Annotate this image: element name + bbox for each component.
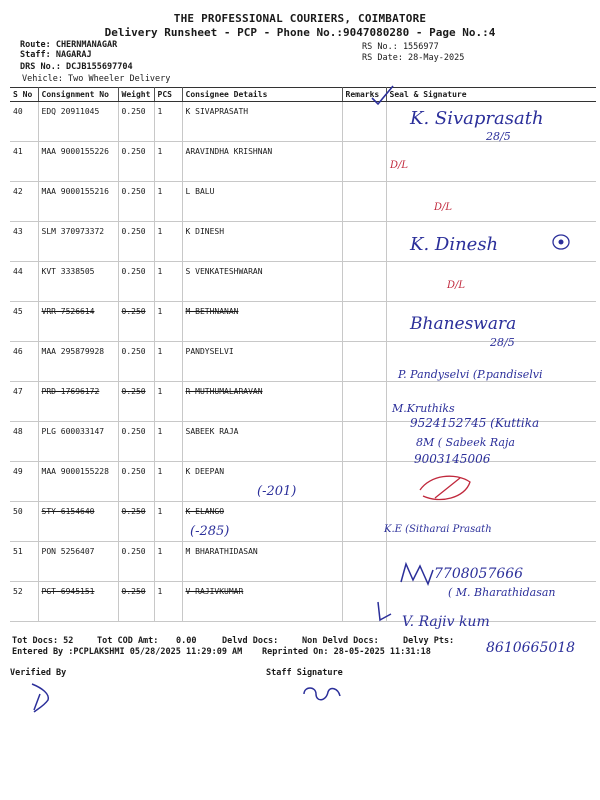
- consignee-name: K DEEPAN: [182, 462, 342, 502]
- remarks-cell: [342, 182, 386, 222]
- pieces: 1: [154, 502, 182, 542]
- column-header: Consignment No: [38, 88, 118, 102]
- serial-number: 40: [10, 102, 38, 142]
- total-cod-label: Tot COD Amt:: [97, 636, 159, 646]
- serial-number: 47: [10, 382, 38, 422]
- consignee-name: K SIVAPRASATH: [182, 102, 342, 142]
- handwritten-phone: 7708057666: [434, 566, 524, 582]
- serial-number: 46: [10, 342, 38, 382]
- remarks-cell: [342, 462, 386, 502]
- consignee-name: PANDYSELVI: [182, 342, 342, 382]
- weight: 0.250: [118, 342, 154, 382]
- verifier-signature-icon: [28, 680, 58, 714]
- handwritten-name: M.Kruthiks: [392, 402, 455, 415]
- delivered-docs: Delvd Docs:: [222, 636, 279, 646]
- consignment-number: MAA 9000155216: [38, 182, 118, 222]
- handwritten-note: (-285): [190, 524, 230, 539]
- handwritten-signature: Bhaneswara: [410, 314, 517, 334]
- weight: 0.250: [118, 102, 154, 142]
- consignee-name: M BETHNANAN: [182, 302, 342, 342]
- handwritten-signature: P. Pandyselvi (P.pandiselvi: [398, 368, 543, 381]
- serial-number: 52: [10, 582, 38, 622]
- table-row: [10, 142, 596, 182]
- pieces: 1: [154, 182, 182, 222]
- handwritten-note: (-201): [257, 484, 297, 499]
- column-header: Weight: [118, 88, 154, 102]
- pieces: 1: [154, 102, 182, 142]
- handwritten-signature: K. Dinesh: [410, 234, 499, 255]
- weight: 0.250: [118, 422, 154, 462]
- handwritten-date: 28/5: [490, 336, 515, 349]
- consignment-number: EDQ 20911045: [38, 102, 118, 142]
- consignment-number: MAA 295879928: [38, 342, 118, 382]
- pieces: 1: [154, 262, 182, 302]
- handwritten-signature: K.E (Sitharai Prasath: [384, 524, 492, 535]
- consignment-number: STY 6154640: [38, 502, 118, 542]
- consignee-name: R MUTHUMALARAVAN: [182, 382, 342, 422]
- weight: 0.250: [118, 182, 154, 222]
- red-scribble-icon: [415, 470, 477, 508]
- consignment-number: KVT 3338505: [38, 262, 118, 302]
- remarks-cell: [342, 422, 386, 462]
- pieces: 1: [154, 382, 182, 422]
- handwritten-phone: 8610665018: [486, 640, 576, 656]
- circled-mark-icon: [551, 233, 571, 251]
- consignee-name: K DINESH: [182, 222, 342, 262]
- weight: 0.250: [118, 582, 154, 622]
- pieces: 1: [154, 302, 182, 342]
- weight: 0.250: [118, 502, 154, 542]
- remarks-cell: [342, 542, 386, 582]
- total-cod-value: 0.00: [176, 636, 197, 646]
- handwritten-name: 8M ( Sabeek Raja: [416, 436, 515, 449]
- signature-cell: [386, 142, 596, 182]
- serial-number: 45: [10, 302, 38, 342]
- remarks-cell: [342, 102, 386, 142]
- table-row: [10, 262, 596, 302]
- serial-number: 49: [10, 462, 38, 502]
- vehicle-label: Vehicle: Two Wheeler Delivery: [22, 74, 171, 84]
- staff-signature-label: Staff Signature: [266, 668, 343, 678]
- remarks-cell: [342, 342, 386, 382]
- handwritten-signature: K. Sivaprasath: [410, 108, 544, 129]
- runsheet-subtitle: Delivery Runsheet - PCP - Phone No.:9047080280 - Page No.:4: [104, 26, 496, 39]
- handwritten-dl-mark: D/L: [390, 160, 409, 171]
- remarks-cell: [342, 142, 386, 182]
- total-docs: Tot Docs: 52: [12, 636, 74, 646]
- consignment-number: MAA 9000155226: [38, 142, 118, 182]
- table-row: [10, 182, 596, 222]
- pieces: 1: [154, 222, 182, 262]
- weight: 0.250: [118, 302, 154, 342]
- consignment-number: PGT 6945151: [38, 582, 118, 622]
- consignee-name: SABEEK RAJA: [182, 422, 342, 462]
- delivery-points: Delvy Pts:: [403, 636, 455, 646]
- staff-label: Staff: NAGARAJ: [20, 50, 92, 60]
- rs-date: RS Date: 28-May-2025: [362, 53, 465, 63]
- company-title: THE PROFESSIONAL COURIERS, COIMBATORE: [173, 12, 427, 25]
- consignment-number: PON 5256407: [38, 542, 118, 582]
- remarks-checkmark-icon: [370, 84, 396, 106]
- remarks-cell: [342, 262, 386, 302]
- consignment-number: PRD 17696172: [38, 382, 118, 422]
- table-row: [10, 502, 596, 542]
- consignment-number: VRR 7526614: [38, 302, 118, 342]
- pieces: 1: [154, 142, 182, 182]
- signature-scribble-icon: [374, 600, 394, 624]
- serial-number: 44: [10, 262, 38, 302]
- consignment-number: SLM 370973372: [38, 222, 118, 262]
- route-label: Route: CHERNMANAGAR: [20, 40, 118, 50]
- consignee-name: K ELANGO: [182, 502, 342, 542]
- column-header: PCS: [154, 88, 182, 102]
- serial-number: 50: [10, 502, 38, 542]
- weight: 0.250: [118, 382, 154, 422]
- column-header: Seal & Signature: [386, 88, 596, 102]
- signature-scribble-icon: [398, 560, 436, 590]
- handwritten-date: 28/5: [486, 130, 511, 143]
- weight: 0.250: [118, 262, 154, 302]
- consignment-number: MAA 9000155228: [38, 462, 118, 502]
- consignee-name: V RAJIVKUMAR: [182, 582, 342, 622]
- serial-number: 42: [10, 182, 38, 222]
- remarks-cell: [342, 302, 386, 342]
- handwritten-phone: 9524152745 (Kuttika: [410, 416, 540, 430]
- entered-by: Entered By :PCPLAKSHMI 05/28/2025 11:29:09 AM: [12, 647, 243, 657]
- staff-signature-icon: [300, 682, 344, 706]
- verified-by-label: Verified By: [10, 668, 67, 678]
- consignee-name: L BALU: [182, 182, 342, 222]
- non-delivered-docs: Non Delvd Docs:: [302, 636, 379, 646]
- remarks-cell: [342, 222, 386, 262]
- handwritten-signature: ( M. Bharathidasan: [448, 586, 556, 599]
- reprinted-on: Reprinted On: 28-05-2025 11:31:18: [262, 647, 431, 657]
- weight: 0.250: [118, 222, 154, 262]
- column-header: S No: [10, 88, 38, 102]
- serial-number: 41: [10, 142, 38, 182]
- signature-cell: [386, 182, 596, 222]
- remarks-cell: [342, 502, 386, 542]
- weight: 0.250: [118, 142, 154, 182]
- consignee-name: ARAVINDHA KRISHNAN: [182, 142, 342, 182]
- pieces: 1: [154, 462, 182, 502]
- table-row: [10, 222, 596, 262]
- consignee-name: S VENKATESHWARAN: [182, 262, 342, 302]
- remarks-cell: [342, 382, 386, 422]
- pieces: 1: [154, 582, 182, 622]
- consignment-number: PLG 600033147: [38, 422, 118, 462]
- consignee-name: M BHARATHIDASAN: [182, 542, 342, 582]
- handwritten-signature: V. Rajiv kum: [402, 614, 490, 630]
- pieces: 1: [154, 342, 182, 382]
- rs-number: RS No.: 1556977: [362, 42, 439, 52]
- handwritten-phone: 9003145006: [414, 452, 491, 466]
- serial-number: 51: [10, 542, 38, 582]
- handwritten-dl-mark: D/L: [447, 280, 466, 291]
- runsheet-table: [10, 87, 596, 622]
- drs-number: DRS No.: DCJB155697704: [20, 62, 133, 72]
- pieces: 1: [154, 422, 182, 462]
- signature-cell: [386, 262, 596, 302]
- serial-number: 43: [10, 222, 38, 262]
- weight: 0.250: [118, 462, 154, 502]
- serial-number: 48: [10, 422, 38, 462]
- weight: 0.250: [118, 542, 154, 582]
- table-header-row: [10, 88, 596, 102]
- column-header: Remarks: [342, 88, 386, 102]
- table-row: [10, 462, 596, 502]
- handwritten-dl-mark: D/L: [434, 202, 453, 213]
- pieces: 1: [154, 542, 182, 582]
- column-header: Consignee Details: [182, 88, 342, 102]
